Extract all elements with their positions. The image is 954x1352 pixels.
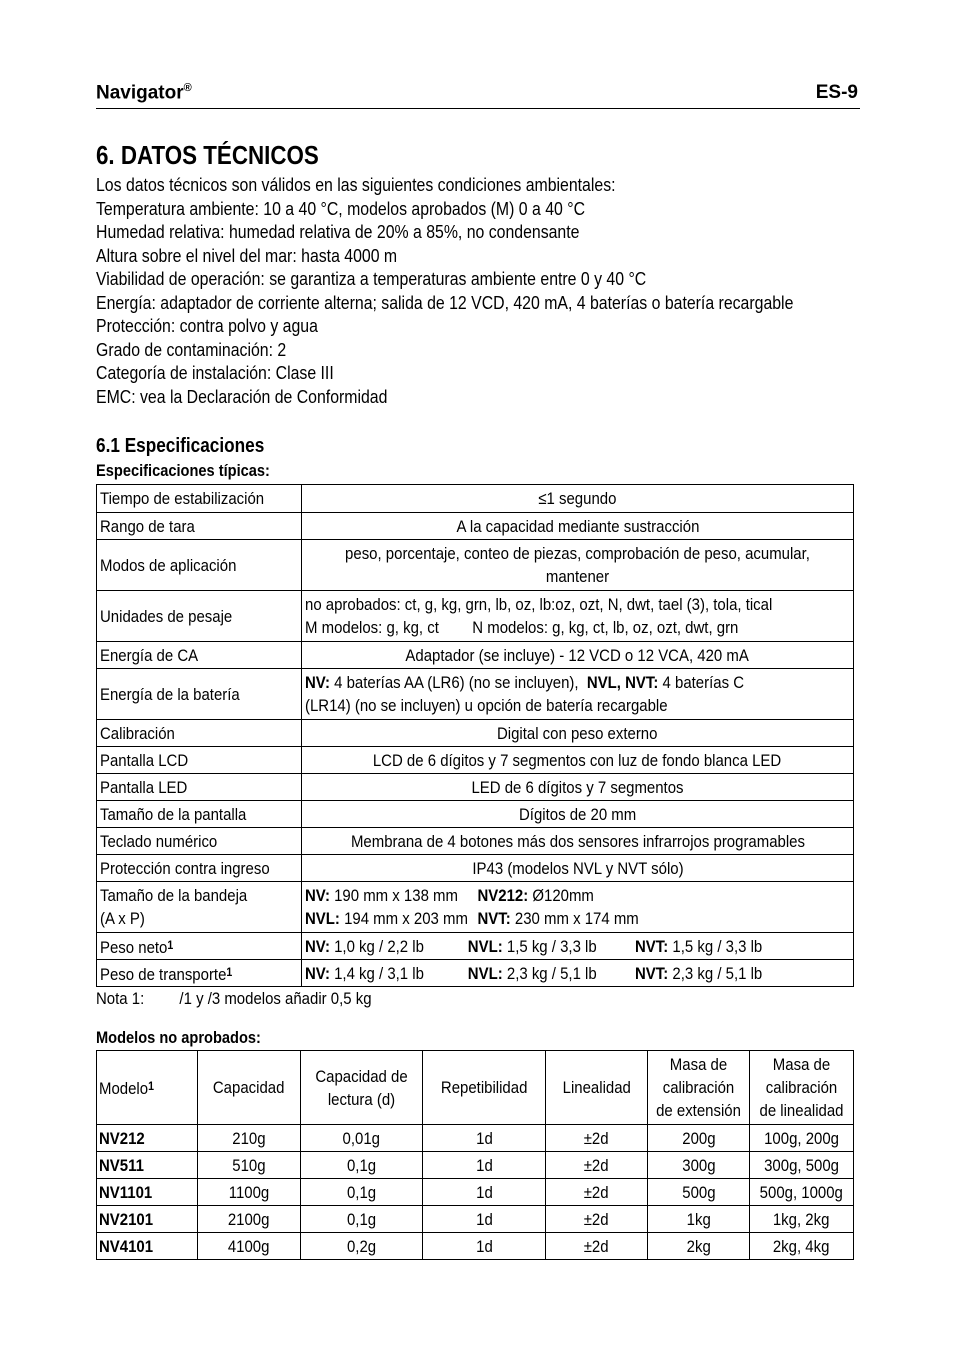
page-number: ES-9: [815, 82, 858, 103]
spec-key: [97, 485, 302, 513]
table-row: [97, 747, 854, 774]
table-row: [97, 1125, 854, 1152]
conditions-line: Los datos técnicos son válidos en las siguientes condiciones ambientales:: [96, 175, 616, 195]
spec-value: [302, 801, 854, 828]
cell-text: Tamaño de la pantalla: [100, 804, 247, 824]
cell-text: 1d: [475, 1155, 493, 1175]
cell-text: 1,0 kg / 2,2 lb: [329, 936, 424, 956]
cell-text: de extensión: [656, 1101, 741, 1120]
model-value-cell: [301, 1206, 423, 1233]
footnote-mark: 1: [226, 964, 233, 979]
spec-key: [97, 801, 302, 828]
cell-text: 2kg: [686, 1236, 711, 1256]
table-row: [97, 882, 854, 933]
table-row: [97, 720, 854, 747]
model-value-cell: [198, 1233, 301, 1260]
units-approved-n: N modelos: g, kg, ct, lb, oz, ozt, dwt, grn: [472, 618, 739, 637]
cell-text: 1,5 kg / 3,3 lb: [502, 936, 597, 956]
table-row: [97, 591, 854, 642]
conditions-line: Energía: adaptador de corriente alterna; salida de 12 VCD, 420 mA, 4 baterías o batería recargable: [96, 292, 794, 313]
spec-key: [97, 669, 302, 720]
cell-text: Linealidad: [562, 1078, 631, 1097]
table-row: [97, 1233, 854, 1260]
table-row: [97, 642, 854, 669]
cell-text: [100, 934, 173, 959]
model-value-cell: [648, 1206, 750, 1233]
cell-text: [305, 907, 785, 930]
model-value-cell: [546, 1152, 648, 1179]
spec-key: [97, 933, 302, 960]
spec-value: [302, 747, 854, 774]
cell-text: Protección contra ingreso: [100, 858, 270, 878]
models-table: [96, 1050, 854, 1260]
page-header: [96, 78, 860, 109]
column-header: [546, 1051, 648, 1125]
cell-text: 0,2g: [346, 1236, 377, 1256]
cell-text: NV4101: [99, 1236, 154, 1256]
model-label: NV:: [305, 886, 330, 905]
table-row: [97, 1152, 854, 1179]
cell-text: Adaptador (se incluye) - 12 VCD o 12 VCA, 420 mA: [405, 645, 750, 665]
model-label: NVL:: [467, 963, 503, 983]
cell-text: Rango de tara: [100, 516, 195, 536]
model-name-cell: [97, 1179, 198, 1206]
model-name-cell: [97, 1233, 198, 1260]
spec-key: [97, 720, 302, 747]
model-value-cell: [423, 1206, 546, 1233]
cell-text: Pantalla LCD: [100, 750, 189, 770]
cell-text: 1d: [475, 1128, 493, 1148]
model-label: NVL:: [467, 936, 503, 956]
cell-text: ±2d: [584, 1236, 609, 1256]
cell-text: 2,3 kg / 5,1 lb: [668, 963, 763, 983]
spec-value: [302, 855, 854, 882]
table-row: [97, 855, 854, 882]
cell-text: lectura (d): [327, 1089, 396, 1109]
cell-text: Teclado numérico: [100, 831, 218, 851]
table-row: [97, 513, 854, 540]
cell-text: Tamaño de la bandeja: [100, 886, 248, 905]
cell-text: 1kg, 2kg: [773, 1209, 830, 1229]
conditions-line: EMC: vea la Declaración de Conformidad: [96, 386, 388, 407]
cell-text: 0,1g: [346, 1209, 377, 1229]
specs-heading: 6.1 Especificaciones: [96, 435, 265, 457]
cell-text: LED de 6 dígitos y 7 segmentos: [471, 777, 684, 797]
spec-value: [302, 828, 854, 855]
column-header: [301, 1051, 423, 1125]
cell-text: 100g, 200g: [764, 1128, 839, 1148]
cell-text: [305, 962, 762, 985]
model-label: NVL, NVT:: [586, 673, 659, 692]
cell-text: LCD de 6 dígitos y 7 segmentos con luz de fondo blanca LED: [373, 750, 782, 770]
header-title-text: Navigator: [96, 82, 184, 104]
cell-text: Modos de aplicación: [100, 555, 237, 575]
column-header: [423, 1051, 546, 1125]
model-label: NV212:: [477, 886, 529, 905]
cell-text: Repetibilidad: [440, 1078, 528, 1097]
spec-key: [97, 642, 302, 669]
model-name-cell: [97, 1125, 198, 1152]
conditions-line: Altura sobre el nivel del mar: hasta 4000 m: [96, 245, 398, 266]
cell-text: Masa de: [669, 1055, 728, 1074]
spec-key: [97, 540, 302, 591]
cell-text: Modelo: [99, 1079, 149, 1098]
column-header: [198, 1051, 301, 1125]
cell-text: (A x P): [100, 909, 145, 928]
cell-text: 200g: [681, 1128, 716, 1148]
spec-value: [302, 485, 854, 513]
model-label: NVT:: [635, 963, 669, 983]
column-header: [97, 1051, 198, 1125]
cell-text: peso, porcentaje, conteo de piezas, comprobación de peso, acumular,: [345, 544, 810, 563]
cell-text: 1d: [475, 1209, 493, 1229]
table-row: [97, 540, 854, 591]
model-value-cell: [423, 1179, 546, 1206]
table-row: [97, 669, 854, 720]
cell-text: Digital con peso externo: [497, 723, 658, 743]
cell-text: calibración: [765, 1078, 838, 1097]
spec-value: [302, 513, 854, 540]
model-label: NVL:: [305, 909, 340, 928]
cell-text: Ø120mm: [528, 886, 594, 905]
column-header: [648, 1051, 750, 1125]
model-value-cell: [198, 1179, 301, 1206]
cell-text: 500g, 1000g: [759, 1182, 844, 1202]
cell-text: Peso neto: [100, 937, 168, 957]
note-label: Nota 1:: [96, 989, 145, 1008]
cell-text: ≤1 segundo: [538, 489, 617, 508]
cell-text: (LR14) (no se incluyen) u opción de batería recargable: [305, 696, 668, 715]
spec-key: [97, 591, 302, 642]
cell-text: 4 baterías C: [658, 673, 745, 692]
cell-text: [100, 961, 232, 986]
cell-text: 0,01g: [342, 1128, 381, 1148]
model-value-cell: [301, 1125, 423, 1152]
cell-text: 0,1g: [346, 1155, 377, 1175]
conditions-line: Protección: contra polvo y agua: [96, 316, 318, 336]
cell-text: 2kg, 4kg: [773, 1236, 830, 1256]
conditions-line: Temperatura ambiente: 10 a 40 °C, modelos aprobados (M) 0 a 40 °C: [96, 198, 586, 219]
model-value-cell: [198, 1125, 301, 1152]
cell-text: Tiempo de estabilización: [100, 489, 265, 508]
spec-key: [97, 747, 302, 774]
cell-text: ±2d: [584, 1182, 609, 1202]
spec-key: [97, 774, 302, 801]
cell-text: 4 baterías AA (LR6) (no se incluyen),: [329, 673, 587, 692]
model-value-cell: [198, 1206, 301, 1233]
model-value-cell: [648, 1233, 750, 1260]
cell-text: 1d: [475, 1182, 493, 1202]
cell-text: Calibración: [100, 723, 175, 743]
conditions-line: Humedad relativa: humedad relativa de 20% a 85%, no condensante: [96, 222, 580, 242]
specs-table: [96, 484, 854, 987]
table-row: [97, 801, 854, 828]
model-value-cell: [546, 1179, 648, 1206]
spec-value: [302, 933, 854, 960]
model-value-cell: [750, 1152, 854, 1179]
model-value-cell: [648, 1152, 750, 1179]
spec-key: [97, 513, 302, 540]
spec-value: [302, 720, 854, 747]
cell-text: calibración: [662, 1078, 735, 1097]
cell-text: NV212: [99, 1128, 145, 1148]
cell-text: 0,1g: [346, 1182, 377, 1202]
header-title: [96, 82, 192, 104]
cell-text: IP43 (modelos NVL y NVT sólo): [471, 858, 684, 878]
footnote-mark: 1: [148, 1079, 154, 1093]
model-label: NV:: [305, 936, 330, 956]
model-value-cell: [546, 1206, 648, 1233]
cell-text: [305, 671, 785, 694]
table-row: [97, 1206, 854, 1233]
cell-text: Masa de: [772, 1055, 831, 1074]
spec-key: [97, 960, 302, 987]
cell-text: A la capacidad mediante sustracción: [456, 516, 699, 536]
cell-text: no aprobados: ct, g, kg, grn, lb, oz, lb:oz, ozt, N, dwt, tael (3), tola, tical: [305, 595, 773, 614]
cell-text: NV2101: [99, 1209, 154, 1229]
cell-text: 4100g: [228, 1236, 270, 1256]
section-title: 6. DATOS TÉCNICOS: [96, 140, 319, 170]
table-row: [97, 774, 854, 801]
model-label: NVT:: [635, 936, 669, 956]
cell-text: 300g: [681, 1155, 716, 1175]
cell-text: 1kg: [686, 1209, 711, 1229]
model-name-cell: [97, 1152, 198, 1179]
cell-text: de linealidad: [759, 1101, 844, 1120]
cell-text: Unidades de pesaje: [100, 606, 233, 626]
table-row: [97, 933, 854, 960]
model-value-cell: [301, 1179, 423, 1206]
cell-text: [305, 935, 762, 958]
model-value-cell: [546, 1125, 648, 1152]
cell-text: NV511: [99, 1155, 144, 1175]
spec-key: [97, 828, 302, 855]
cell-text: ±2d: [584, 1128, 609, 1148]
note-text: /1 y /3 modelos añadir 0,5 kg: [179, 989, 372, 1008]
cell-text: 210g: [232, 1128, 266, 1148]
cell-text: 1,5 kg / 3,3 lb: [668, 936, 763, 956]
cell-text: 300g, 500g: [764, 1155, 839, 1175]
table-row: [97, 960, 854, 987]
model-value-cell: [546, 1233, 648, 1260]
model-value-cell: [423, 1125, 546, 1152]
model-name-cell: [97, 1206, 198, 1233]
cell-text: 1d: [475, 1236, 493, 1256]
cell-text: Energía de CA: [100, 645, 199, 665]
model-value-cell: [423, 1233, 546, 1260]
cell-text: Dígitos de 20 mm: [518, 804, 637, 824]
spec-key: [97, 855, 302, 882]
model-value-cell: [750, 1206, 854, 1233]
cell-text: 194 mm x 203 mm: [339, 909, 468, 928]
cell-text: 2100g: [228, 1209, 270, 1229]
cell-text: 1,4 kg / 3,1 lb: [329, 963, 424, 983]
model-value-cell: [750, 1179, 854, 1206]
spec-value: [302, 774, 854, 801]
cell-text: Capacidad: [213, 1078, 285, 1097]
table-row: [97, 1179, 854, 1206]
model-label: NV:: [305, 673, 330, 692]
model-value-cell: [648, 1125, 750, 1152]
models-table-body: [97, 1125, 854, 1260]
model-value-cell: [301, 1152, 423, 1179]
spec-value: [302, 540, 854, 591]
cell-text: 510g: [232, 1155, 266, 1175]
spec-value: [302, 591, 854, 642]
table-header-row: [97, 1051, 854, 1125]
registered-mark: ®: [183, 82, 192, 94]
models-subtitle: Modelos no aprobados:: [96, 1028, 261, 1047]
cell-text: [305, 884, 785, 907]
cell-text: NV1101: [99, 1182, 153, 1202]
spec-value: [302, 642, 854, 669]
cell-text: 230 mm x 174 mm: [510, 909, 639, 928]
cell-text: 190 mm x 138 mm: [329, 886, 458, 905]
cell-text: mantener: [545, 567, 610, 586]
specs-subtitle: Especificaciones típicas:: [96, 461, 270, 480]
cell-text: [305, 616, 785, 639]
units-approved-m: M modelos: g, kg, ct: [305, 618, 439, 637]
conditions-line: Grado de contaminación: 2: [96, 339, 287, 360]
column-header: [750, 1051, 854, 1125]
spec-value: [302, 960, 854, 987]
cell-text: 500g: [681, 1182, 716, 1202]
cell-text: ±2d: [584, 1155, 609, 1175]
model-value-cell: [750, 1233, 854, 1260]
cell-text: Energía de la batería: [100, 684, 240, 704]
table-row: [97, 485, 854, 513]
cell-text: 2,3 kg / 5,1 lb: [502, 963, 597, 983]
cell-text: ±2d: [584, 1209, 609, 1229]
table-row: [97, 828, 854, 855]
spec-key: [97, 882, 302, 933]
cell-text: Capacidad de: [315, 1066, 408, 1086]
spec-value: [302, 882, 854, 933]
model-value-cell: [750, 1125, 854, 1152]
table-note: [96, 989, 372, 1009]
model-value-cell: [648, 1179, 750, 1206]
conditions-line: Categoría de instalación: Clase III: [96, 363, 334, 383]
conditions-line: Viabilidad de operación: se garantiza a temperaturas ambiente entre 0 y 40 °C: [96, 269, 647, 289]
model-value-cell: [198, 1152, 301, 1179]
model-label: NV:: [305, 963, 330, 983]
footnote-mark: 1: [167, 937, 174, 952]
cell-text: 1100g: [228, 1182, 270, 1202]
model-value-cell: [423, 1152, 546, 1179]
cell-text: Peso de transporte: [100, 964, 227, 984]
cell-text: Membrana de 4 botones más dos sensores infrarrojos programables: [350, 831, 805, 851]
model-label: NVT:: [477, 909, 511, 928]
conditions-list: [96, 174, 876, 409]
cell-text: Pantalla LED: [100, 777, 188, 797]
spec-value: [302, 669, 854, 720]
model-value-cell: [301, 1233, 423, 1260]
cell-text: [99, 1075, 154, 1100]
